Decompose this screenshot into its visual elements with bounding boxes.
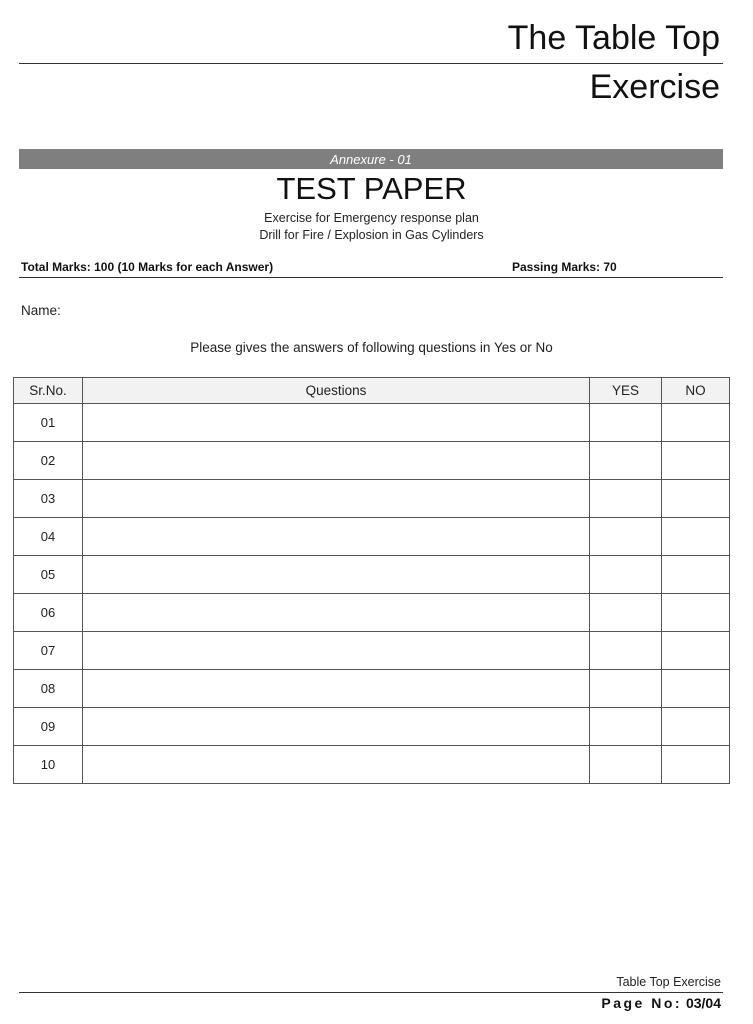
no-cell[interactable] — [662, 404, 730, 442]
table-row — [14, 746, 730, 784]
sr-no-cell: 04 — [14, 518, 83, 556]
page-number — [601, 995, 721, 1011]
yes-cell[interactable] — [590, 594, 662, 632]
instruction-text: Please gives the answers of following questions in Yes or No — [190, 340, 553, 355]
sr-no-cell: 08 — [14, 670, 83, 708]
sr-no-cell: 05 — [14, 556, 83, 594]
question-cell[interactable] — [83, 632, 590, 670]
questions-table — [13, 377, 730, 784]
question-cell[interactable] — [83, 480, 590, 518]
total-marks: Total Marks: 100 (10 Marks for each Answer) — [21, 260, 274, 274]
table-header-row — [14, 378, 730, 404]
yes-cell[interactable] — [590, 404, 662, 442]
question-cell[interactable] — [83, 594, 590, 632]
question-cell[interactable] — [83, 442, 590, 480]
yes-cell[interactable] — [590, 746, 662, 784]
sr-no-cell: 09 — [14, 708, 83, 746]
yes-cell[interactable] — [590, 442, 662, 480]
sr-no-cell: 02 — [14, 442, 83, 480]
header-yes: YES — [590, 378, 662, 404]
footer-divider — [19, 992, 723, 993]
subtitle-exercise: Exercise for Emergency response plan — [264, 211, 479, 225]
table-row — [14, 594, 730, 632]
no-cell[interactable] — [662, 746, 730, 784]
no-cell[interactable] — [662, 670, 730, 708]
no-cell[interactable] — [662, 518, 730, 556]
sr-no-cell: 06 — [14, 594, 83, 632]
header-divider — [19, 63, 723, 64]
question-cell[interactable] — [83, 670, 590, 708]
table-row — [14, 480, 730, 518]
yes-cell[interactable] — [590, 556, 662, 594]
header-questions: Questions — [83, 378, 590, 404]
name-label: Name: — [21, 303, 61, 318]
sr-no-cell: 07 — [14, 632, 83, 670]
page-number-value: 03/04 — [685, 995, 721, 1011]
question-cell[interactable] — [83, 708, 590, 746]
annexure-bar: Annexure - 01 — [19, 149, 723, 169]
no-cell[interactable] — [662, 480, 730, 518]
table-row — [14, 632, 730, 670]
question-cell[interactable] — [83, 556, 590, 594]
yes-cell[interactable] — [590, 632, 662, 670]
passing-marks: Passing Marks: 70 — [512, 260, 617, 274]
no-cell[interactable] — [662, 594, 730, 632]
sr-no-cell: 10 — [14, 746, 83, 784]
table-row — [14, 670, 730, 708]
yes-cell[interactable] — [590, 670, 662, 708]
header-title-line2: Exercise — [589, 68, 720, 106]
yes-cell[interactable] — [590, 518, 662, 556]
yes-cell[interactable] — [590, 708, 662, 746]
question-cell[interactable] — [83, 746, 590, 784]
page-number-label: Page No: — [601, 995, 683, 1011]
subtitle-drill: Drill for Fire / Explosion in Gas Cylinders — [259, 228, 484, 242]
no-cell[interactable] — [662, 442, 730, 480]
footer-label: Table Top Exercise — [616, 975, 721, 989]
header-title-line1: The Table Top — [507, 19, 720, 57]
yes-cell[interactable] — [590, 480, 662, 518]
header-no: NO — [662, 378, 730, 404]
table-row — [14, 518, 730, 556]
question-cell[interactable] — [83, 404, 590, 442]
table-row — [14, 404, 730, 442]
no-cell[interactable] — [662, 556, 730, 594]
sr-no-cell: 01 — [14, 404, 83, 442]
no-cell[interactable] — [662, 708, 730, 746]
question-cell[interactable] — [83, 518, 590, 556]
table-row — [14, 708, 730, 746]
sr-no-cell: 03 — [14, 480, 83, 518]
table-row — [14, 442, 730, 480]
test-paper-title: TEST PAPER — [276, 171, 467, 206]
marks-divider — [19, 277, 723, 278]
header-sr-no: Sr.No. — [14, 378, 83, 404]
table-row — [14, 556, 730, 594]
no-cell[interactable] — [662, 632, 730, 670]
